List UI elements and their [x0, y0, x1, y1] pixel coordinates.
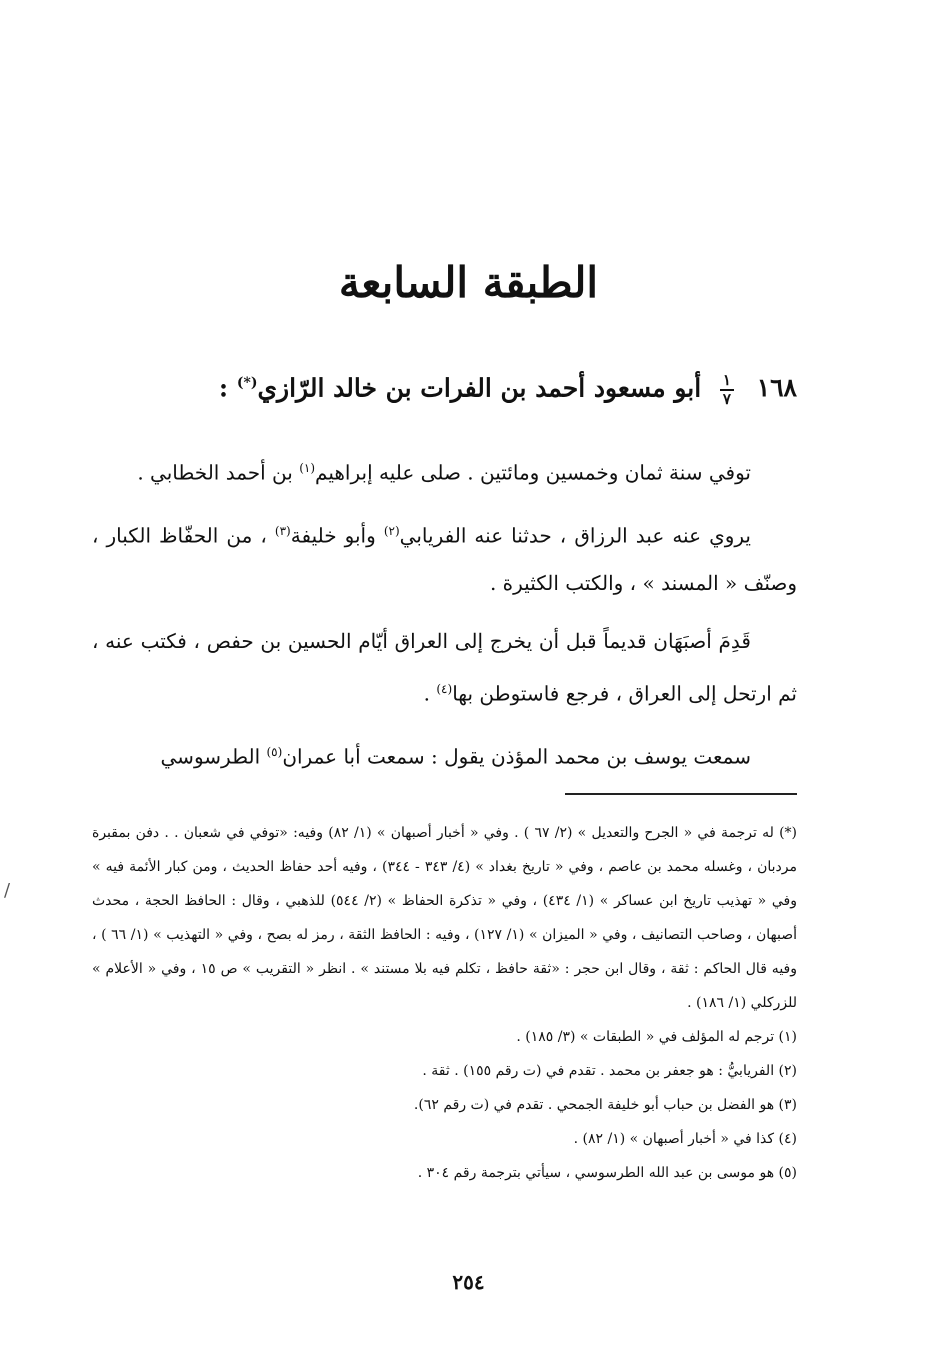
footnote-ref: (٥)	[266, 744, 283, 759]
footnote-ref: (٢)	[383, 523, 400, 538]
footnote-star: (*) له ترجمة في « الجرح والتعديل » (٢/ ٦٧ ) . وفي « أخبار أصبهان » (١/ ٨٢) وفيه: «توفي في شعبان . . دفن بمقبرة مردبان ، وغسله محمد بن عاصم ، وفي « تاريخ بغداد » (٤/ ٣٤٣ - ٣٤٤) ، وفيه أحد حفاظ الحديث ، ومن كبار الأئمة فيه » وفي « تهذيب تاريخ ابن عساكر » (١/ ٤٣٤) ، وفي « تذكرة الحفاظ » (٢/ ٥٤٤) للذهبي ، وقال : الحافظ الحجة ، محدث أصبهان ، وصاحب التصانيف ، وفي « الميزان » (١/ ١٢٧) ، وفيه : الحافظ الثقة ، رمز له بصح ، وفي « التهذيب » (١/ ٦٦ ) ، وفيه قال الحاكم : ثقة ، وقال ابن حجر : «ثقة حافظ ، تكلم فيه بلا مستند » . انظر « التقريب » ص ١٥ ، وفي « الأعلام » للزركلي (١/ ١٨٦) .	[92, 825, 798, 1011]
paragraph-text: قَدِمَ أصبَهَان قديماً قبل أن يخرج إلى العراق أيّام الحسين بن حفص ، فكتب عنه ، ثم ارتحل إلى العراق ، فرجع فاستوطن بها	[92, 629, 797, 706]
entry-heading	[97, 356, 797, 415]
entry-fraction	[720, 372, 734, 408]
paragraph-1	[92, 444, 797, 497]
paragraph-text: .	[423, 681, 437, 706]
entry-ref: (*)	[236, 375, 258, 391]
footnote-ref: (١)	[299, 461, 316, 475]
entry-colon: :	[218, 373, 229, 403]
footnote-4: (٤) كذا في « أخبار أصبهان » (١/ ٨٢) .	[573, 1131, 797, 1147]
body-text	[92, 444, 797, 791]
footnote-ref: (٤)	[436, 682, 453, 697]
paragraph-text: سمعت يوسف بن محمد المؤذن يقول : سمعت أبا عمران	[282, 744, 751, 769]
footnote-5: (٥) هو موسى بن عبد الله الطرسوسي ، سيأتي بترجمة رقم ٣٠٤ .	[417, 1165, 797, 1181]
footnote-separator	[565, 793, 797, 795]
paragraph-text: ، من الحفّاظ الكبار ، وصنّف « المسند » ، والكتب الكثيرة .	[92, 523, 797, 596]
footnote-3: (٣) هو الفضل بن حباب أبو خليفة الجمحي . تقدم في (ت رقم ٦٢).	[413, 1097, 797, 1113]
paragraph-text: توفي سنة ثمان وخمسين ومائتين . صلى عليه إبراهيم	[315, 460, 751, 485]
entry-number: ١٦٨	[756, 373, 797, 403]
footnote-2: (٢) الفريابيُّ : هو جعفر بن محمد . تقدم في (ت رقم ١٥٥) . ثقة .	[422, 1063, 797, 1079]
page-number: ٢٥٤	[452, 1270, 485, 1294]
footnotes	[92, 816, 797, 1190]
chapter-title: الطبقة السابعة	[338, 258, 599, 307]
footnote-ref: (٣)	[274, 523, 291, 538]
footnote-1: (١) ترجم له المؤلف في « الطبقات » (٣/ ١٨٥) .	[516, 1029, 797, 1045]
entry-name: أبو مسعود أحمد بن الفرات بن خالد الرّازي	[257, 373, 702, 403]
margin-mark: /	[4, 880, 11, 901]
paragraph-text: بن أحمد الخطابي .	[137, 460, 300, 485]
paragraph-text: وأبو خليفة	[290, 523, 384, 548]
fraction-denominator: ٧	[722, 389, 731, 408]
paragraph-text: الطرسوسي	[160, 744, 267, 769]
paragraph-text: يروي عنه عبد الرزاق ، حدثنا عنه الفريابي	[399, 523, 751, 548]
paragraph-3	[92, 617, 797, 718]
paragraph-2	[92, 507, 797, 608]
paragraph-4	[92, 728, 797, 781]
fraction-numerator: ١	[720, 372, 734, 391]
